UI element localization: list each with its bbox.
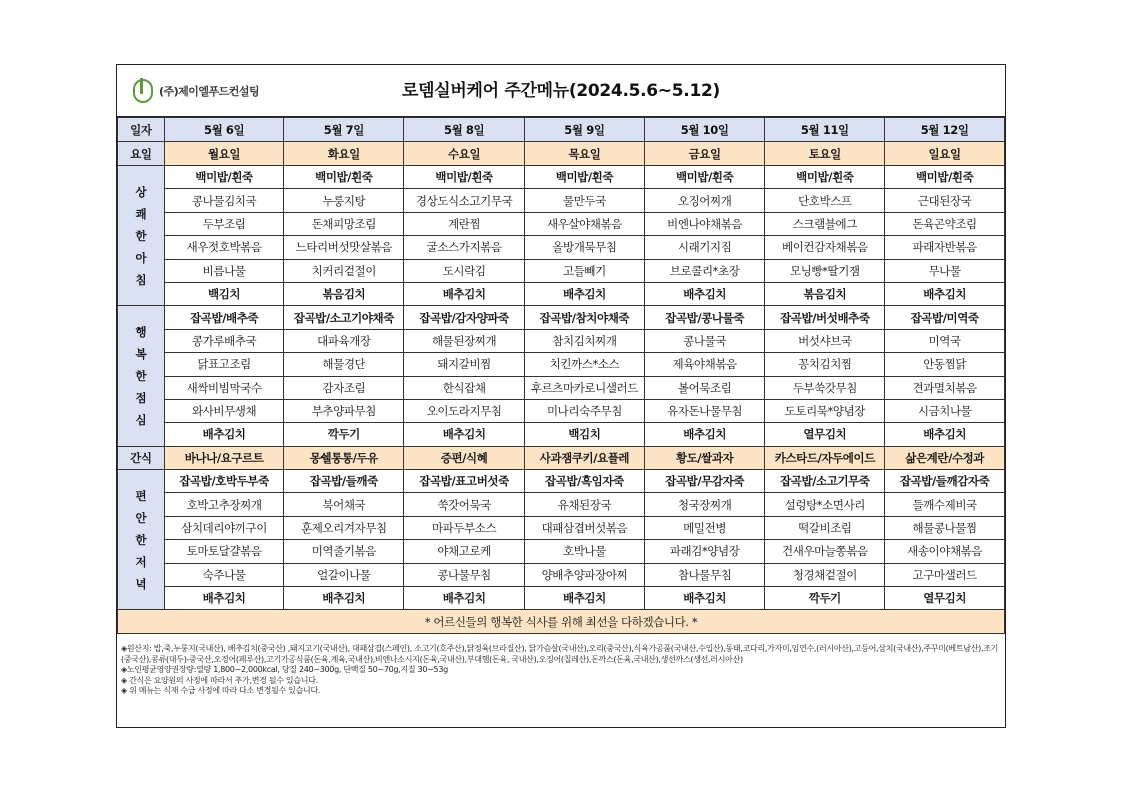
day-cell: 수요일	[404, 142, 525, 166]
dinner-menu-item: 설렁탕*소면사리	[765, 493, 885, 516]
breakfast-menu-item: 베이컨감자채볶음	[765, 236, 885, 259]
lunch-row	[118, 306, 1005, 329]
lunch-menu-item: 시금치나물	[885, 399, 1005, 422]
lunch-menu-item: 해물된장찌개	[404, 329, 525, 352]
breakfast-menu-item: 계란찜	[404, 212, 525, 235]
dinner-menu-item: 잡곡밥/무감자죽	[644, 470, 765, 493]
breakfast-menu-item: 백미밥/흰죽	[885, 166, 1005, 189]
dinner-menu-item: 들깨수제비국	[885, 493, 1005, 516]
breakfast-menu-item: 백김치	[164, 282, 284, 305]
lunch-menu-item: 감자조림	[284, 376, 404, 399]
breakfast-menu-item: 백미밥/흰죽	[644, 166, 765, 189]
lunch-menu-item: 견과멸치볶음	[885, 376, 1005, 399]
lunch-menu-item: 배추김치	[885, 423, 1005, 446]
snack-row	[118, 446, 1005, 469]
lunch-menu-item: 배추김치	[404, 423, 525, 446]
lunch-menu-item: 와사비무생채	[164, 399, 284, 422]
breakfast-menu-item: 콩나물김치국	[164, 189, 284, 212]
dinner-label-text: 편안한저녁	[135, 488, 147, 591]
date-label: 일자	[118, 118, 165, 142]
date-cell: 5월 8일	[404, 118, 525, 142]
lunch-menu-item: 안동찜닭	[885, 353, 1005, 376]
date-cell: 5월 9일	[524, 118, 644, 142]
lunch-menu-item: 돼지갈비찜	[404, 353, 525, 376]
dinner-row	[118, 470, 1005, 493]
dinner-label	[118, 470, 165, 610]
breakfast-menu-item: 돈육곤약조림	[885, 212, 1005, 235]
dinner-menu-item: 야채고로케	[404, 540, 525, 563]
day-cell: 토요일	[765, 142, 885, 166]
breakfast-label	[118, 166, 165, 306]
day-cell: 월요일	[164, 142, 284, 166]
dinner-menu-item: 깍두기	[765, 587, 885, 610]
header	[117, 65, 1005, 117]
dinner-menu-item: 배추김치	[164, 587, 284, 610]
breakfast-menu-item: 무나물	[885, 259, 1005, 282]
dinner-menu-item: 대패삼겹버섯볶음	[524, 516, 644, 539]
dinner-menu-item: 콩나물무침	[404, 563, 525, 586]
breakfast-menu-item: 백미밥/흰죽	[404, 166, 525, 189]
dinner-menu-item: 떡갈비조림	[765, 516, 885, 539]
lunch-menu-item: 도토리묵*양념장	[765, 399, 885, 422]
breakfast-menu-item: 새우젓호박볶음	[164, 236, 284, 259]
dinner-menu-item: 열무김치	[885, 587, 1005, 610]
dinner-menu-item: 배추김치	[284, 587, 404, 610]
date-cell: 5월 12일	[885, 118, 1005, 142]
lunch-menu-item: 볼어묵조림	[644, 376, 765, 399]
dinner-menu-item: 해물콩나물찜	[885, 516, 1005, 539]
lunch-row	[118, 353, 1005, 376]
lunch-menu-item: 배추김치	[644, 423, 765, 446]
dinner-row	[118, 493, 1005, 516]
dinner-row	[118, 587, 1005, 610]
breakfast-menu-item: 백미밥/흰죽	[765, 166, 885, 189]
date-cell: 5월 6일	[164, 118, 284, 142]
breakfast-menu-item: 배추김치	[404, 282, 525, 305]
note-nutrition: ◈노인평균영양권장량:열량 1,800~2,000kcal, 당질 240~300g, 단백질 50~70g,지질 30~53g	[121, 665, 448, 675]
dinner-menu-item: 배추김치	[644, 587, 765, 610]
breakfast-menu-item: 치커리겉절이	[284, 259, 404, 282]
day-label: 요일	[118, 142, 165, 166]
dinner-menu-item: 청경채겉절이	[765, 563, 885, 586]
breakfast-menu-item: 배추김치	[644, 282, 765, 305]
snack-cell: 바나나/요구르트	[164, 446, 284, 469]
lunch-menu-item: 잡곡밥/미역죽	[885, 306, 1005, 329]
weekly-menu-table	[117, 117, 1005, 634]
dinner-menu-item: 잡곡밥/표고버섯죽	[404, 470, 525, 493]
lunch-menu-item: 후르츠마카로니샐러드	[524, 376, 644, 399]
lunch-menu-item: 한식잡채	[404, 376, 525, 399]
breakfast-menu-item: 백미밥/흰죽	[164, 166, 284, 189]
lunch-menu-item: 잡곡밥/배추죽	[164, 306, 284, 329]
lunch-menu-item: 유자돈나물무침	[644, 399, 765, 422]
breakfast-menu-item: 느타리버섯맛살볶음	[284, 236, 404, 259]
breakfast-row	[118, 189, 1005, 212]
note-change: ◈ 위 메뉴는 식재 수급 사정에 따라 다소 변경될수 있습니다.	[121, 686, 321, 696]
lunch-menu-item: 대파육개장	[284, 329, 404, 352]
lunch-row	[118, 423, 1005, 446]
breakfast-menu-item: 백미밥/흰죽	[524, 166, 644, 189]
date-cell: 5월 10일	[644, 118, 765, 142]
breakfast-menu-item: 근대된장국	[885, 189, 1005, 212]
dinner-row	[118, 516, 1005, 539]
company-name: (주)제이엘푸드컨설팅	[159, 85, 260, 98]
breakfast-menu-item: 고들빼기	[524, 259, 644, 282]
breakfast-menu-item: 두부조림	[164, 212, 284, 235]
lunch-menu-item: 잡곡밥/참치야채죽	[524, 306, 644, 329]
date-cell: 5월 7일	[284, 118, 404, 142]
breakfast-menu-item: 시래기지짐	[644, 236, 765, 259]
snack-cell: 삶은계란/수정과	[885, 446, 1005, 469]
snack-cell: 증편/식혜	[404, 446, 525, 469]
lunch-menu-item: 열무김치	[765, 423, 885, 446]
notes	[121, 644, 999, 697]
breakfast-menu-item: 배추김치	[524, 282, 644, 305]
dinner-menu-item: 건새우마늘쫑볶음	[765, 540, 885, 563]
lunch-menu-item: 새싹비빔막국수	[164, 376, 284, 399]
dinner-menu-item: 쑥갓어묵국	[404, 493, 525, 516]
lunch-menu-item: 해물경단	[284, 353, 404, 376]
breakfast-menu-item: 볶음김치	[765, 282, 885, 305]
dinner-menu-item: 고구마샐러드	[885, 563, 1005, 586]
dinner-menu-item: 참나물무침	[644, 563, 765, 586]
dinner-menu-item: 잡곡밥/흑임자죽	[524, 470, 644, 493]
lunch-menu-item: 부추양파무침	[284, 399, 404, 422]
breakfast-menu-item: 볶음김치	[284, 282, 404, 305]
lunch-menu-item: 두부쑥갓무침	[765, 376, 885, 399]
footer-message: * 어르신들의 행복한 식사를 위해 최선을 다하겠습니다. *	[118, 610, 1005, 633]
breakfast-menu-item: 브로콜리*초장	[644, 259, 765, 282]
lunch-row	[118, 399, 1005, 422]
day-cell: 목요일	[524, 142, 644, 166]
lunch-menu-item: 닭표고조림	[164, 353, 284, 376]
lunch-menu-item: 잡곡밥/콩나물죽	[644, 306, 765, 329]
lunch-menu-item: 제육야채볶음	[644, 353, 765, 376]
breakfast-row	[118, 166, 1005, 189]
lunch-menu-item: 오이도라지무침	[404, 399, 525, 422]
breakfast-menu-item: 비름나물	[164, 259, 284, 282]
lunch-menu-item: 미나리숙주무침	[524, 399, 644, 422]
footer-row	[118, 610, 1005, 633]
breakfast-menu-item: 누룽지탕	[284, 189, 404, 212]
breakfast-menu-item: 올방개묵무침	[524, 236, 644, 259]
breakfast-menu-item: 스크램블에그	[765, 212, 885, 235]
lunch-menu-item: 미역국	[885, 329, 1005, 352]
lunch-row	[118, 376, 1005, 399]
lunch-label-text: 행복한점심	[135, 325, 147, 428]
snack-label: 간식	[118, 446, 165, 469]
dinner-menu-item: 청국장찌개	[644, 493, 765, 516]
snack-cell: 몽쉘통통/두유	[284, 446, 404, 469]
lunch-menu-item: 참치김치찌개	[524, 329, 644, 352]
lunch-menu-item: 잡곡밥/소고기야채죽	[284, 306, 404, 329]
date-row	[118, 118, 1005, 142]
breakfast-menu-item: 단호박스프	[765, 189, 885, 212]
breakfast-menu-item: 돈채피망조림	[284, 212, 404, 235]
breakfast-row	[118, 212, 1005, 235]
breakfast-row	[118, 236, 1005, 259]
lunch-menu-item: 잡곡밥/감자양파죽	[404, 306, 525, 329]
dinner-menu-item: 얼갈이나물	[284, 563, 404, 586]
dinner-menu-item: 유채된장국	[524, 493, 644, 516]
dinner-menu-item: 새송이야채볶음	[885, 540, 1005, 563]
breakfast-menu-item: 도시락김	[404, 259, 525, 282]
dinner-menu-item: 숙주나물	[164, 563, 284, 586]
dinner-menu-item: 마파두부소스	[404, 516, 525, 539]
breakfast-menu-item: 비엔나야채볶음	[644, 212, 765, 235]
lunch-label	[118, 306, 165, 446]
lunch-menu-item: 배추김치	[164, 423, 284, 446]
note-snack: ◈ 간식은 요양원의 사정에 따라서 추가,변경 될수 있습니다.	[121, 675, 318, 685]
dinner-menu-item: 파래김*양념장	[644, 540, 765, 563]
lunch-row	[118, 329, 1005, 352]
breakfast-menu-item: 경상도식소고기무국	[404, 189, 525, 212]
dinner-menu-item: 북어채국	[284, 493, 404, 516]
day-cell: 일요일	[885, 142, 1005, 166]
breakfast-menu-item: 새우살야채볶음	[524, 212, 644, 235]
day-row	[118, 142, 1005, 166]
dinner-menu-item: 잡곡밥/소고기무죽	[765, 470, 885, 493]
breakfast-menu-item: 백미밥/흰죽	[284, 166, 404, 189]
lunch-menu-item: 버섯샤브국	[765, 329, 885, 352]
dinner-menu-item: 양배추양파장아찌	[524, 563, 644, 586]
breakfast-menu-item: 모닝빵*딸기잼	[765, 259, 885, 282]
snack-cell: 황도/쌀과자	[644, 446, 765, 469]
breakfast-label-text: 상쾌한아침	[135, 184, 147, 287]
day-cell: 금요일	[644, 142, 765, 166]
dinner-row	[118, 563, 1005, 586]
lunch-menu-item: 백김치	[524, 423, 644, 446]
dinner-menu-item: 훈제오리겨자무침	[284, 516, 404, 539]
lunch-menu-item: 콩가루배추국	[164, 329, 284, 352]
breakfast-row	[118, 282, 1005, 305]
page-title: 로뎀실버케어 주간메뉴(2024.5.6~5.12)	[402, 81, 720, 101]
note-origin: ◈원산지: 밥,죽,누룽지(국내산), 배추김치(중국산) ,돼지고기(국내산), 대패삼겹(스페인), 소고기(호주산),닭정육(브라질산), 닭가슴살(국내산),오리(중국산),식육가공품(국내산,수입산),동태,코다리,가자미,임연수,(러시아산),고등어,삼치(국내산),주꾸미(베트남산),조기(중국산),콩류(대두)-중국산,오징어(페루산),고기가공식품(돈육,계육,국내산),비엔나소시지(돈육,국내산),부대햄(돈육, 국내산),오징어(칠레산),돈까스(돈육,국내산),생선까스(생선,러시아산)	[121, 644, 999, 664]
dinner-menu-item: 잡곡밥/들깨죽	[284, 470, 404, 493]
dinner-menu-item: 배추김치	[404, 587, 525, 610]
dinner-menu-item: 미역줄기볶음	[284, 540, 404, 563]
breakfast-menu-item: 굴소스가지볶음	[404, 236, 525, 259]
breakfast-menu-item: 물만두국	[524, 189, 644, 212]
snack-cell: 사과잼쿠키/요플레	[524, 446, 644, 469]
dinner-menu-item: 삼치데리야끼구이	[164, 516, 284, 539]
breakfast-menu-item: 배추김치	[885, 282, 1005, 305]
dinner-row	[118, 540, 1005, 563]
lunch-menu-item: 꽁치김치찜	[765, 353, 885, 376]
breakfast-row	[118, 259, 1005, 282]
dinner-menu-item: 잡곡밥/호박두부죽	[164, 470, 284, 493]
lunch-menu-item: 치킨까스*소스	[524, 353, 644, 376]
menu-sheet	[116, 64, 1006, 728]
lunch-menu-item: 잡곡밥/버섯배추죽	[765, 306, 885, 329]
dinner-menu-item: 호박나물	[524, 540, 644, 563]
date-cell: 5월 11일	[765, 118, 885, 142]
lunch-menu-item: 깍두기	[284, 423, 404, 446]
dinner-menu-item: 배추김치	[524, 587, 644, 610]
dinner-menu-item: 토마토달걀볶음	[164, 540, 284, 563]
breakfast-menu-item: 오징어찌개	[644, 189, 765, 212]
dinner-menu-item: 메밀전병	[644, 516, 765, 539]
day-cell: 화요일	[284, 142, 404, 166]
dinner-menu-item: 잡곡밥/들깨감자죽	[885, 470, 1005, 493]
dinner-menu-item: 호박고추장찌개	[164, 493, 284, 516]
breakfast-menu-item: 파래자반볶음	[885, 236, 1005, 259]
lunch-menu-item: 콩나물국	[644, 329, 765, 352]
snack-cell: 카스타드/자두에이드	[765, 446, 885, 469]
